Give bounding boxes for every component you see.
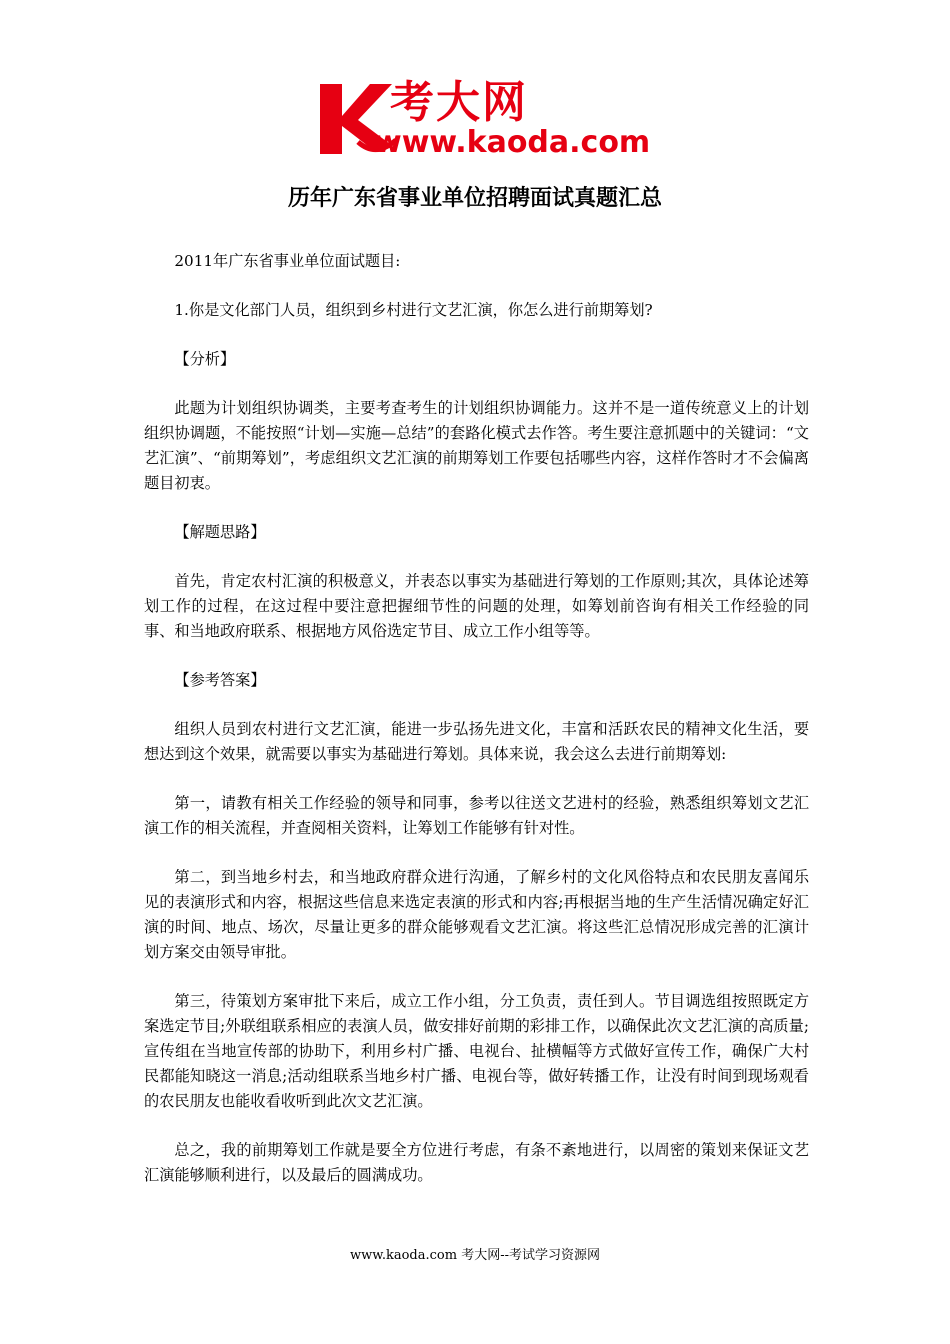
paragraph: 第三，待策划方案审批下来后，成立工作小组，分工负责，责任到人。节目调选组按照既定方案选定节目;外联组联系相应的表演人员，做安排好前期的彩排工作，以确保此次文艺汇演的高质量;宣传组在当地宣传部的协助下，利用乡村广播、电视台、扯横幅等方式做好宣传工作，确保广大村民都能知晓这一消息;活动组联系当地乡村广播、电视台等，做好转播工作，让没有时间到现场观看的农民朋友也能收看收听到此次文艺汇演。 <box>144 992 809 1110</box>
paragraph: 1.你是文化部门人员，组织到乡村进行文艺汇演，你怎么进行前期筹划? <box>174 301 653 319</box>
section-heading: 【解题思路】 <box>174 523 266 541</box>
section-heading: 【参考答案】 <box>174 671 266 689</box>
paragraph: 第一，请教有相关工作经验的领导和同事，参考以往送文艺进村的经验，熟悉组织筹划文艺汇演工作的相关流程，并查阅相关资料，让筹划工作能够有针对性。 <box>144 794 809 837</box>
paragraph: 此题为计划组织协调类，主要考查考生的计划组织协调能力。这并不是一道传统意义上的计划组织协调题，不能按照“计划—实施—总结”的套路化模式去作答。考生要注意抓题中的关键词：“文艺汇演”、“前期筹划”，考虑组织文艺汇演的前期筹划工作要包括哪些内容，这样作答时才不会偏离题目初衷。 <box>144 399 809 492</box>
paragraph: 2011年广东省事业单位面试题目: <box>174 252 401 270</box>
page-title: 历年广东省事业单位招聘面试真题汇总 <box>287 186 662 211</box>
kaoda-logo <box>318 77 651 160</box>
page-footer: www.kaoda.com 考大网--考试学习资源网 <box>350 1248 600 1263</box>
logo-brand-text: 考大网 <box>390 77 528 128</box>
paragraph: 组织人员到农村进行文艺汇演，能进一步弘扬先进文化，丰富和活跃农民的精神文化生活，要想达到这个效果，就需要以事实为基础进行筹划。具体来说，我会这么去进行前期筹划: <box>144 720 809 763</box>
logo-url-text: www.kaoda.com <box>374 125 651 160</box>
document-body <box>144 249 809 1212</box>
section-heading: 【分析】 <box>174 350 236 368</box>
paragraph: 第二，到当地乡村去，和当地政府群众进行沟通，了解乡村的文化风俗特点和农民朋友喜闻乐见的表演形式和内容，根据这些信息来选定表演的形式和内容;再根据当地的生产生活情况确定好汇演的时间、地点、场次，尽量让更多的群众能够观看文艺汇演。将这些汇总情况形成完善的汇演计划方案交由领导审批。 <box>144 868 809 961</box>
paragraph: 首先，肯定农村汇演的积极意义，并表态以事实为基础进行筹划的工作原则;其次，具体论述筹划工作的过程，在这过程中要注意把握细节性的问题的处理，如筹划前咨询有相关工作经验的同事、和当地政府联系、根据地方风俗选定节目、成立工作小组等等。 <box>144 572 809 640</box>
paragraph: 总之，我的前期筹划工作就是要全方位进行考虑，有条不紊地进行，以周密的策划来保证文艺汇演能够顺利进行，以及最后的圆满成功。 <box>144 1141 809 1184</box>
